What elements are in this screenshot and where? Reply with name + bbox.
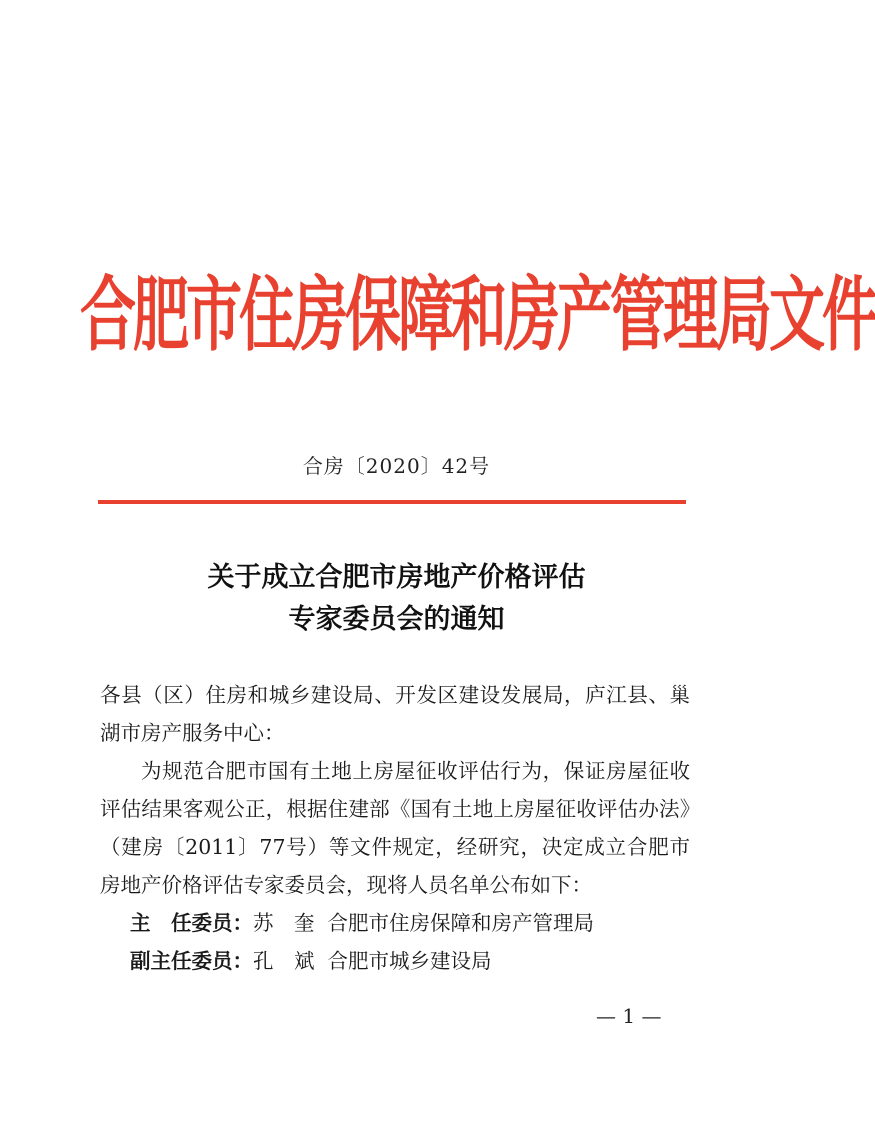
member-role: 主 任委员： bbox=[130, 911, 253, 935]
member-row bbox=[100, 942, 690, 980]
red-divider-line bbox=[98, 500, 686, 504]
member-role: 副主任委员： bbox=[130, 949, 253, 973]
member-organization: 合肥市住房保障和房产管理局 bbox=[327, 911, 595, 935]
document-body bbox=[100, 676, 690, 980]
masthead-title: 合肥市住房保障和房产管理局文件 bbox=[80, 269, 875, 364]
page-number: — 1 — bbox=[596, 1004, 662, 1028]
member-organization: 合肥市城乡建设局 bbox=[327, 949, 492, 973]
document-number: 合房〔2020〕42号 bbox=[302, 454, 491, 478]
body-paragraph: 为规范合肥市国有土地上房屋征收评估行为，保证房屋征收评估结果客观公正，根据住建部《国有土地上房屋征收评估办法》（建房〔2011〕77号）等文件规定，经研究，决定成立合肥市房地产价格评估专家委员会，现将人员名单公布如下： bbox=[100, 759, 690, 897]
notice-title-line-1: 关于成立合肥市房地产价格评估 bbox=[207, 562, 586, 593]
notice-title bbox=[0, 557, 793, 641]
notice-title-line-2: 专家委员会的通知 bbox=[288, 604, 505, 635]
member-row bbox=[100, 904, 690, 942]
member-name: 孔 斌 bbox=[253, 949, 315, 973]
member-name: 苏 奎 bbox=[253, 911, 315, 935]
addressee: 各县（区）住房和城乡建设局、开发区建设发展局，庐江县、巢湖市房产服务中心： bbox=[100, 683, 690, 745]
